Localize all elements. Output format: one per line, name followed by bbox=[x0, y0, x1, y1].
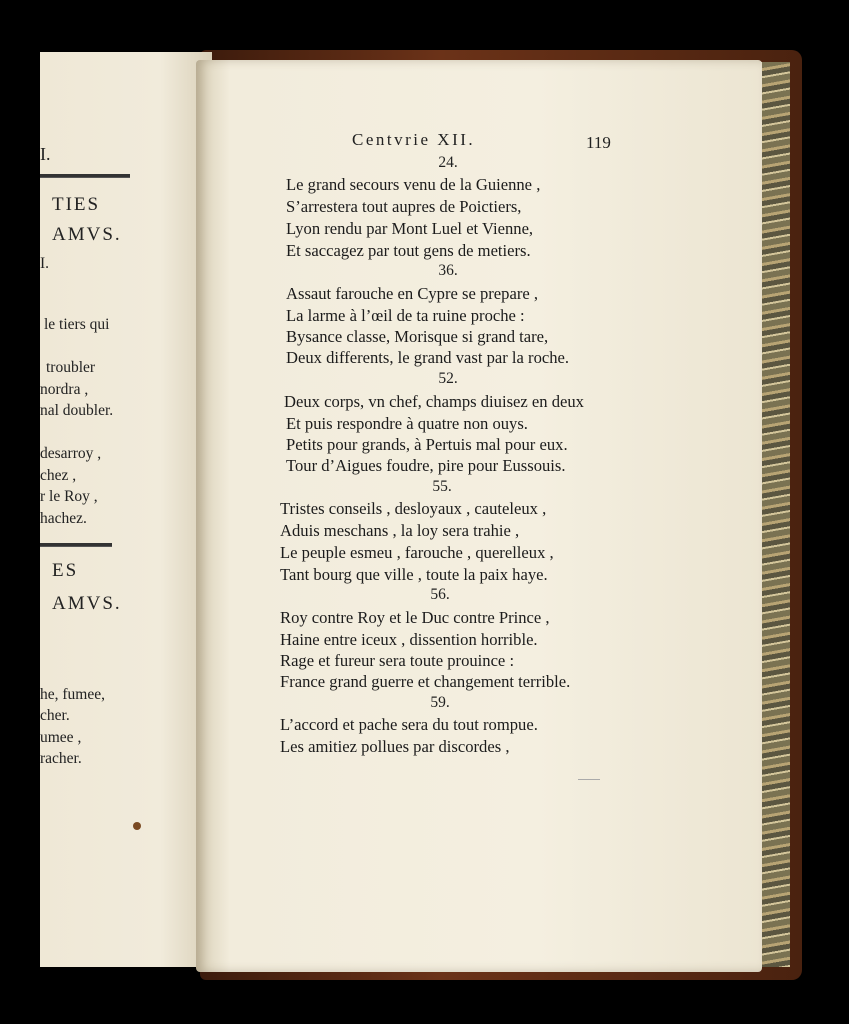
left-divider-rule bbox=[40, 543, 112, 547]
verse-line: Tour d’Aigues foudre, pire pour Eussouis. bbox=[286, 456, 566, 475]
stanza-number: 36. bbox=[438, 262, 458, 279]
left-fragment: desarroy , bbox=[40, 445, 102, 462]
verse-line: Le peuple esmeu , farouche , querelleux , bbox=[280, 543, 554, 562]
stanza-number: 55. bbox=[432, 478, 452, 495]
left-fragment: ES bbox=[52, 560, 79, 581]
verse-line: Rage et fureur sera toute prouince : bbox=[280, 651, 515, 670]
left-fragment: le tiers qui bbox=[44, 316, 110, 333]
left-fragment: I. bbox=[40, 255, 50, 272]
left-fragment: he, fumee, bbox=[40, 686, 105, 703]
verse-line: France grand guerre et changement terrible. bbox=[280, 672, 571, 691]
left-fragment: r le Roy , bbox=[40, 488, 98, 505]
stanza-number: 52. bbox=[438, 370, 458, 387]
left-fragment: nal doubler. bbox=[40, 402, 114, 419]
left-page bbox=[40, 52, 212, 967]
verse-line: Deux corps, vn chef, champs diuisez en deux bbox=[284, 392, 584, 411]
verse-line: La larme à l’œil de ta ruine proche : bbox=[286, 306, 525, 325]
left-fragment: hachez. bbox=[40, 510, 87, 527]
catchword-mark bbox=[578, 779, 600, 780]
left-fragment: AMVS. bbox=[52, 224, 122, 245]
stanza-number: 24. bbox=[438, 154, 458, 171]
verse-line: Et saccagez par tout gens de metiers. bbox=[286, 241, 531, 260]
verse-line: Et puis respondre à quatre non ouys. bbox=[286, 414, 528, 433]
verse-line: Aduis meschans , la loy sera trahie , bbox=[280, 521, 520, 540]
verse-line: Haine entre iceux , dissention horrible. bbox=[280, 630, 538, 649]
verse-line: S’arrestera tout aupres de Poictiers, bbox=[286, 197, 522, 216]
left-fragment: racher. bbox=[40, 750, 82, 767]
verse-line: Tristes conseils , desloyaux , cauteleux , bbox=[280, 499, 547, 518]
verse-line: Petits pour grands, à Pertuis mal pour eux. bbox=[286, 435, 568, 454]
left-fragment: troubler bbox=[46, 359, 96, 376]
verse-line: Tant bourg que ville , toute la paix haye. bbox=[280, 565, 548, 584]
left-divider-rule bbox=[40, 174, 130, 178]
left-fragment: AMVS. bbox=[52, 593, 122, 614]
verse-line: Roy contre Roy et le Duc contre Prince , bbox=[280, 608, 550, 627]
running-header-title: Centvrie XII. bbox=[352, 130, 476, 149]
verse-line: Deux differents, le grand vast par la roche. bbox=[286, 348, 570, 367]
verse-line: Les amitiez pollues par discordes , bbox=[280, 737, 510, 756]
page-number: 119 bbox=[586, 133, 611, 152]
left-fragment: umee , bbox=[40, 729, 82, 746]
left-fragment: chez , bbox=[40, 467, 77, 484]
verse-line: Lyon rendu par Mont Luel et Vienne, bbox=[286, 219, 534, 238]
left-fragment: I. bbox=[40, 144, 51, 164]
left-fragment: nordra , bbox=[40, 381, 89, 398]
verse-line: Bysance classe, Morisque si grand tare, bbox=[286, 327, 549, 346]
stanza-number: 59. bbox=[430, 694, 450, 711]
left-fragment: cher. bbox=[40, 707, 70, 724]
verse-line: Assaut farouche en Cypre se prepare , bbox=[286, 284, 539, 303]
marbled-page-edge bbox=[760, 62, 790, 967]
stanza-number: 56. bbox=[430, 586, 450, 603]
verse-line: Le grand secours venu de la Guienne , bbox=[286, 175, 541, 194]
ink-stain bbox=[133, 822, 141, 830]
verse-line: L’accord et pache sera du tout rompue. bbox=[280, 715, 538, 734]
left-fragment: TIES bbox=[52, 194, 101, 215]
